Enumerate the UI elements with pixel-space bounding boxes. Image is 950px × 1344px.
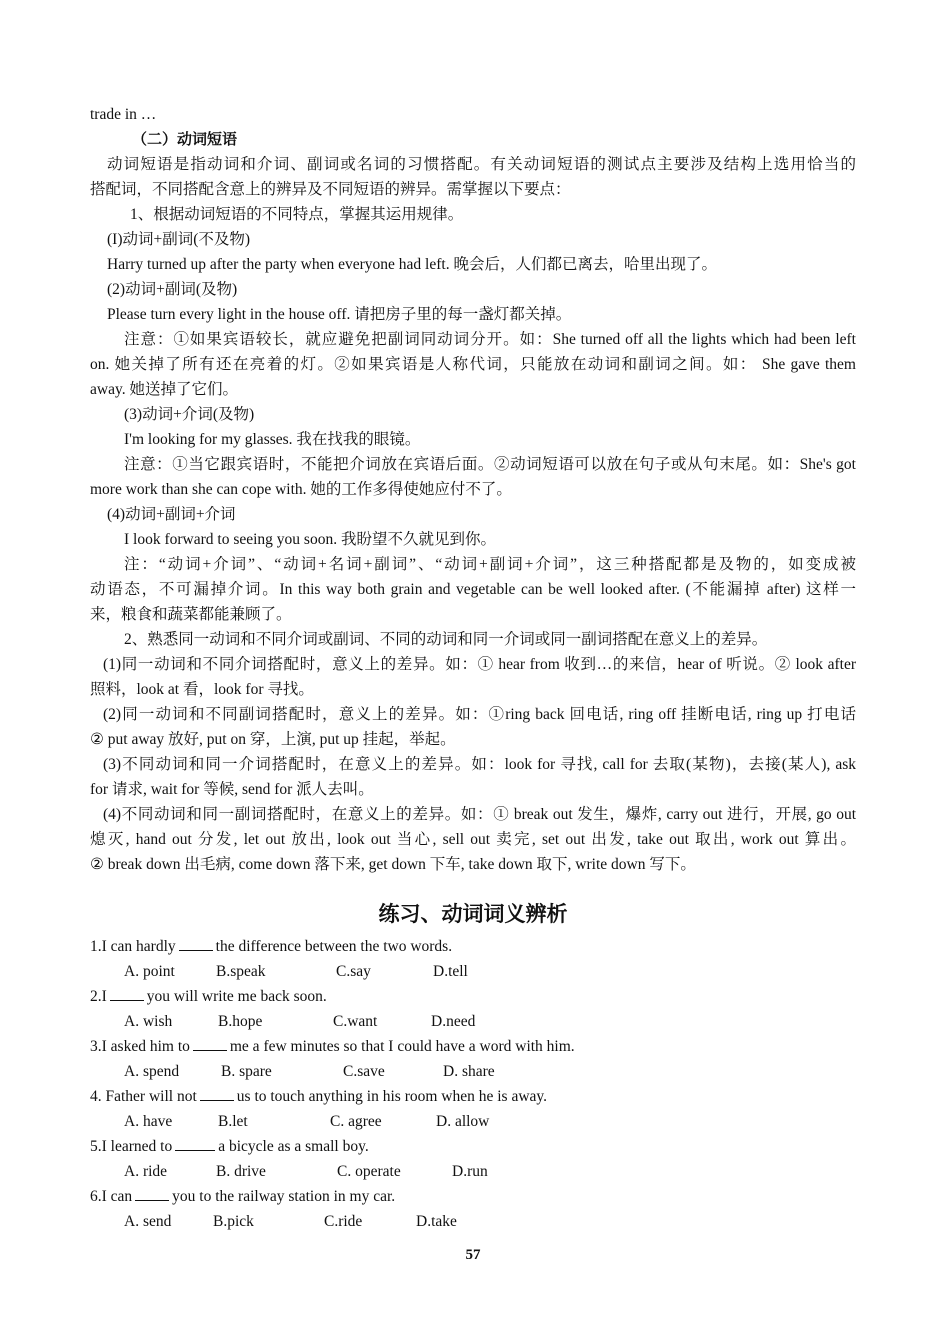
option: B.pick	[213, 1213, 254, 1230]
option: B.let	[218, 1113, 248, 1130]
note-3-line: 动语态，不可漏掉介词。In this way both grain and vegetable can be well looked after. (不能漏掉 after) 这样一	[90, 581, 856, 598]
option: A. wish	[124, 1013, 173, 1030]
question-options	[90, 1159, 856, 1184]
option: D. share	[443, 1063, 495, 1080]
answer-blank	[193, 1036, 227, 1051]
intro-paragraph-line: 搭配词，不同搭配含意上的辨异及不同短语的辨异。需掌握以下要点：	[90, 181, 571, 198]
option: A. point	[124, 963, 175, 980]
option: B.hope	[218, 1013, 263, 1030]
option: A. spend	[124, 1063, 180, 1080]
question-text: the difference between the two words.	[215, 938, 453, 955]
question-text: 3.I asked him to	[90, 1038, 190, 1055]
option: A. ride	[124, 1163, 168, 1180]
option: A. send	[124, 1213, 172, 1230]
question-stem	[90, 1084, 856, 1109]
question-options	[90, 959, 856, 984]
pattern-1-label: (I)动词+副词(不及物)	[107, 231, 251, 248]
question-text: a bicycle as a small boy.	[218, 1138, 369, 1155]
difference-4-line: 熄灭, hand out 分发, let out 放出, look out 当心, sell out 卖完, set out 出发, take out 取出, work out 算出。	[90, 831, 856, 848]
pattern-4-label: (4)动词+副词+介词	[107, 506, 236, 523]
option: C.ride	[324, 1213, 363, 1230]
option: D.need	[431, 1013, 476, 1030]
difference-3-line: for 请求, wait for 等候, send for 派人去叫。	[90, 781, 374, 798]
question-text: us to touch anything in his room when he is away.	[236, 1088, 548, 1105]
difference-4-line: ② break down 出毛病, come down 落下来, get down 下车, take down 取下, write down 写下。	[90, 856, 696, 873]
exercise-list	[90, 934, 856, 1234]
question-stem	[90, 1134, 856, 1159]
note-3-line: 来，粮食和蔬菜都能兼顾了。	[90, 606, 292, 623]
answer-blank	[135, 1186, 169, 1201]
option: C.want	[333, 1013, 378, 1030]
question-text: me a few minutes so that I could have a word with him.	[229, 1038, 575, 1055]
question-text: you to the railway station in my car.	[172, 1188, 396, 1205]
exercise-title: 练习、动词词义辨析	[378, 902, 568, 926]
question-options	[90, 1109, 856, 1134]
option: C.save	[343, 1063, 385, 1080]
question-text: 2.I	[90, 988, 107, 1005]
pattern-3-example: I'm looking for my glasses. 我在找我的眼镜。	[124, 431, 421, 448]
question-stem	[90, 984, 856, 1009]
option: A. have	[124, 1113, 173, 1130]
option: D.tell	[433, 963, 468, 980]
rule-1: 1、根据动词短语的不同特点，掌握其运用规律。	[130, 206, 464, 223]
question-stem	[90, 1034, 856, 1059]
note-1-line: 注意：①如果宾语较长，就应避免把副词同动词分开。如：She turned off all the lights which had been left	[124, 331, 856, 348]
question-text: 1.I can hardly	[90, 938, 176, 955]
note-1-line: on. 她关掉了所有还在亮着的灯。②如果宾语是人称代词，只能放在动词和副词之间。如： She gave them	[90, 356, 856, 373]
option: D.run	[452, 1163, 488, 1180]
question-text: 5.I learned to	[90, 1138, 173, 1155]
answer-blank	[110, 986, 144, 1001]
note-1-line: away. 她送掉了它们。	[90, 381, 238, 398]
option: C. agree	[330, 1113, 382, 1130]
question-stem	[90, 934, 856, 959]
question-options	[90, 1209, 856, 1234]
pattern-3-label: (3)动词+介词(及物)	[124, 406, 255, 423]
option: C. operate	[337, 1163, 401, 1180]
note-3-line: 注：“动词+介词”、“动词+名词+副词”、“动词+副词+介词”，这三种搭配都是及物的，如变成被	[124, 556, 856, 573]
option: B.speak	[216, 963, 266, 980]
question-text: 6.I can	[90, 1188, 133, 1205]
option: B. drive	[216, 1163, 266, 1180]
section-title: （二）动词短语	[132, 130, 238, 148]
intro-line: trade in …	[90, 106, 157, 123]
question-stem	[90, 1184, 856, 1209]
intro-paragraph-line: 动词短语是指动词和介词、副词或名词的习惯搭配。有关动词短语的测试点主要涉及结构上选用恰当的	[107, 156, 856, 173]
question-text: 4. Father will not	[90, 1088, 197, 1105]
option: B. spare	[221, 1063, 272, 1080]
note-2-line: more work than she can cope with. 她的工作多得使她应付不了。	[90, 481, 512, 498]
difference-2-line: ② put away 放好, put on 穿，上演, put up 挂起，举起。	[90, 731, 456, 748]
page-number: 57	[465, 1247, 481, 1263]
difference-4-line: (4)不同动词和同一副词搭配时，在意义上的差异。如：① break out 发生，爆炸, carry out 进行，开展, go out	[103, 806, 856, 823]
difference-2-line: (2)同一动词和不同副词搭配时，意义上的差异。如：①ring back 回电话, ring off 挂断电话, ring up 打电话	[103, 706, 856, 723]
note-2-line: 注意：①当它跟宾语时，不能把介词放在宾语后面。②动词短语可以放在句子或从句末尾。如：She's got	[124, 456, 856, 473]
question-options	[90, 1009, 856, 1034]
option: D. allow	[436, 1113, 490, 1130]
question-text: you will write me back soon.	[146, 988, 327, 1005]
pattern-1-example: Harry turned up after the party when everyone had left. 晚会后，人们都已离去，哈里出现了。	[107, 256, 717, 273]
option: C.say	[336, 963, 371, 980]
answer-blank	[200, 1086, 234, 1101]
difference-1-line: 照料，look at 看，look for 寻找。	[90, 681, 314, 698]
pattern-2-example: Please turn every light in the house off. 请把房子里的每一盏灯都关掉。	[107, 306, 572, 323]
question-options	[90, 1059, 856, 1084]
answer-blank	[179, 936, 213, 951]
answer-blank	[175, 1136, 215, 1151]
pattern-4-example: I look forward to seeing you soon. 我盼望不久就见到你。	[124, 531, 496, 548]
rule-2: 2、熟悉同一动词和不同介词或副词、不同的动词和同一介词或同一副词搭配在意义上的差异。	[124, 631, 768, 648]
option: D.take	[416, 1213, 457, 1230]
pattern-2-label: (2)动词+副词(及物)	[107, 281, 238, 298]
difference-1-line: (1)同一动词和不同介词搭配时，意义上的差异。如：① hear from 收到…的来信，hear of 听说。② look after	[103, 656, 856, 673]
difference-3-line: (3)不同动词和同一介词搭配时，在意义上的差异。如：look for 寻找, call for 去取(某物)，去接(某人), ask	[103, 756, 856, 773]
document-page	[90, 102, 856, 1263]
